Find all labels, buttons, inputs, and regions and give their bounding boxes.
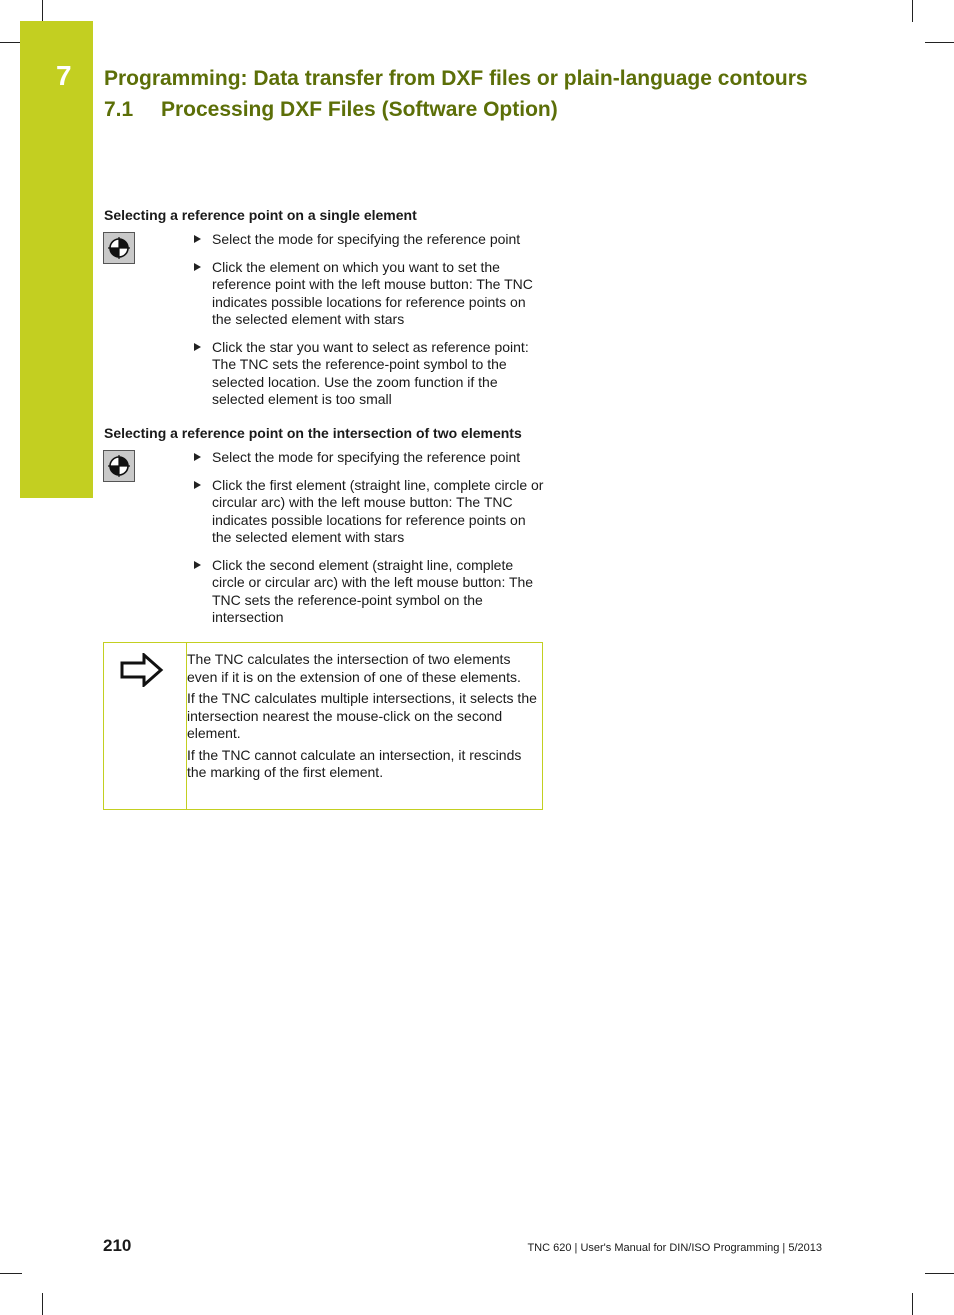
crop-mark	[925, 1273, 954, 1274]
crop-mark	[0, 1273, 22, 1274]
note-paragraph: The TNC calculates the intersection of two elements even if it is on the extension of one of these elements.	[187, 651, 521, 685]
list-item: Click the second element (straight line, complete circle or circular arc) with the left mouse button: The TNC sets the reference-point symbol on the intersection	[192, 557, 544, 627]
bullet-arrow-icon	[194, 263, 201, 271]
chapter-number: 7	[56, 60, 72, 91]
reference-point-softkey[interactable]	[103, 232, 135, 264]
crop-mark	[925, 42, 954, 43]
footer-text: TNC 620 | User's Manual for DIN/ISO Programming | 5/2013	[527, 1242, 822, 1254]
arrow-right-icon	[120, 653, 164, 687]
subheading-single-element: Selecting a reference point on a single element	[104, 207, 417, 223]
list-item: Select the mode for specifying the reference point	[192, 231, 544, 249]
reference-point-softkey[interactable]	[103, 450, 135, 482]
steps-two-elements	[192, 449, 544, 637]
crop-mark	[42, 1293, 43, 1315]
reference-point-icon	[107, 236, 131, 260]
bullet-arrow-icon	[194, 453, 201, 461]
list-item: Select the mode for specifying the reference point	[192, 449, 544, 467]
section-number: 7.1	[104, 98, 134, 121]
steps-single-element	[192, 231, 544, 419]
subheading-two-elements: Selecting a reference point on the intersection of two elements	[104, 425, 522, 441]
reference-point-icon	[107, 454, 131, 478]
list-item: Click the star you want to select as reference point: The TNC sets the reference-point symbol to the selected location. Use the zoom function if the selected element is too small	[192, 339, 544, 409]
note-paragraph: If the TNC cannot calculate an intersection, it rescinds the marking of the first element.	[187, 746, 522, 780]
list-item: Click the element on which you want to set the reference point with the left mouse button: The TNC indicates possible locations for reference points on the selected element with stars	[192, 259, 544, 329]
bullet-arrow-icon	[194, 343, 201, 351]
note-text	[187, 651, 539, 786]
crop-mark	[0, 42, 22, 43]
list-item: Click the first element (straight line, complete circle or circular arc) with the left mouse button: The TNC indicates possible locations for reference points on the selected element with stars	[192, 477, 544, 547]
note-box	[103, 642, 543, 810]
bullet-arrow-icon	[194, 481, 201, 489]
chapter-tab	[20, 21, 93, 498]
bullet-arrow-icon	[194, 235, 201, 243]
crop-mark	[42, 0, 43, 22]
note-paragraph: If the TNC calculates multiple intersections, it selects the intersection nearest the mouse-click on the second element.	[187, 690, 537, 741]
crop-mark	[912, 0, 913, 22]
crop-mark	[912, 1293, 913, 1315]
section-title: Processing DXF Files (Software Option)	[161, 98, 558, 121]
page-number: 210	[103, 1236, 132, 1255]
chapter-title: Programming: Data transfer from DXF files or plain-language contours	[104, 67, 808, 90]
bullet-arrow-icon	[194, 561, 201, 569]
